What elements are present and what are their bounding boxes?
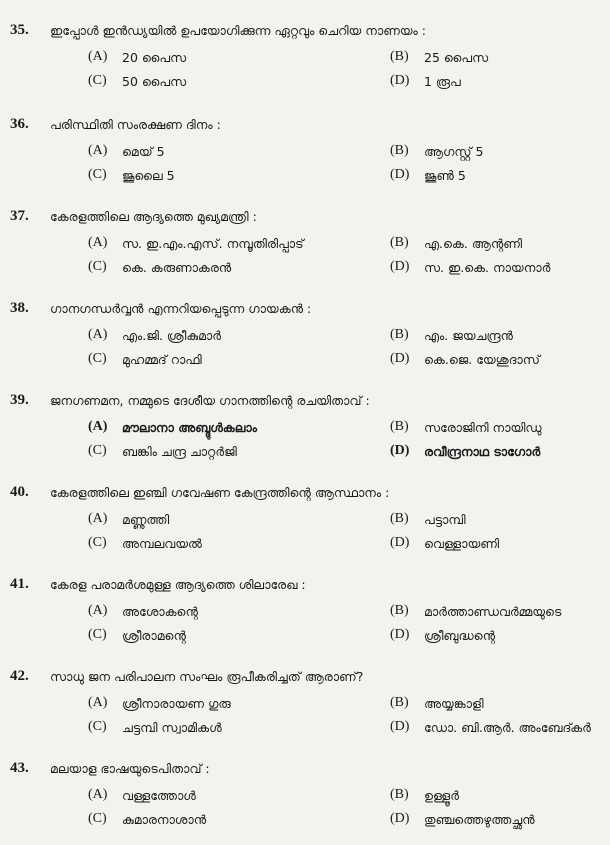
option-label: (D) bbox=[390, 719, 410, 734]
option-label: (A) bbox=[88, 235, 108, 250]
question-text: ഇപ്പോൾ ഇൻഡ്യയിൽ ഉപയോഗിക്കുന്ന ഏറ്റവും ചെറിയ നാണയം : bbox=[50, 23, 426, 38]
option-label: (C) bbox=[88, 719, 107, 734]
question-37 bbox=[0, 198, 610, 290]
option-label: (B) bbox=[390, 603, 409, 618]
option-label: (B) bbox=[390, 327, 409, 342]
option-text: 25 പൈസ bbox=[424, 50, 489, 65]
option-label: (A) bbox=[88, 49, 108, 64]
option-label: (D) bbox=[390, 351, 410, 366]
option-label: (A) bbox=[88, 419, 108, 434]
option-text: മാർത്താണ്ഡവർമ്മയുടെ bbox=[424, 604, 562, 619]
option-label: (A) bbox=[88, 511, 108, 526]
question-number: 36. bbox=[10, 116, 29, 132]
option-text: കെ.ജെ. യേശുദാസ് bbox=[424, 352, 540, 367]
option-text: 50 പൈസ bbox=[122, 74, 187, 89]
option-text: ശ്രീരാമന്റെ bbox=[122, 628, 186, 643]
option-text: ശ്രീനാരായണ ഗുരു bbox=[122, 696, 231, 711]
option-text: മണ്ണുത്തി bbox=[122, 512, 170, 527]
option-text: ഉള്ളൂർ bbox=[424, 788, 459, 803]
option-label: (C) bbox=[88, 259, 107, 274]
question-text: കേരളത്തിലെ ആദ്യത്തെ മുഖ്യമന്ത്രി : bbox=[50, 209, 257, 224]
option-text: തുഞ്ചത്തെഴുത്തച്ഛൻ bbox=[424, 812, 535, 827]
option-label: (B) bbox=[390, 143, 409, 158]
option-label: (C) bbox=[88, 167, 107, 182]
option-text: ജൂലൈ 5 bbox=[122, 168, 175, 183]
option-label: (B) bbox=[390, 511, 409, 526]
question-number: 39. bbox=[10, 392, 29, 408]
question-36 bbox=[0, 106, 610, 198]
option-text: 20 പൈസ bbox=[122, 50, 187, 65]
option-text: വെള്ളായണി bbox=[424, 536, 500, 551]
option-label: (C) bbox=[88, 73, 107, 88]
option-label: (A) bbox=[88, 787, 108, 802]
option-label: (A) bbox=[88, 327, 108, 342]
question-41 bbox=[0, 566, 610, 658]
option-label: (D) bbox=[390, 627, 410, 642]
option-label: (D) bbox=[390, 535, 410, 550]
question-text: കേരളത്തിലെ ഇഞ്ചി ഗവേഷണ കേന്ദ്രത്തിന്റെ ആസ്ഥാനം : bbox=[50, 485, 390, 500]
option-label: (C) bbox=[88, 811, 107, 826]
option-label: (D) bbox=[390, 443, 410, 458]
option-label: (B) bbox=[390, 49, 409, 64]
option-label: (D) bbox=[390, 811, 410, 826]
option-text: ചട്ടമ്പി സ്വാമികൾ bbox=[122, 720, 222, 735]
option-text: ജൂൺ 5 bbox=[424, 168, 466, 183]
option-label: (B) bbox=[390, 235, 409, 250]
option-text: അശോകന്റെ bbox=[122, 604, 198, 619]
option-text: സ. ഇ.എം.എസ്. നമ്പൂതിരിപ്പാട് bbox=[122, 236, 304, 251]
option-label: (D) bbox=[390, 167, 410, 182]
question-text: സാധു ജന പരിപാലന സംഘം രൂപീകരിച്ചത് ആരാണ്? bbox=[50, 669, 364, 684]
option-text: മൗലാനാ അബ്ദുൾകലാം bbox=[122, 420, 257, 435]
option-label: (C) bbox=[88, 443, 107, 458]
option-text: 1 രൂപ bbox=[424, 74, 461, 89]
question-number: 41. bbox=[10, 576, 29, 592]
option-text: എം.ജി. ശ്രീകുമാർ bbox=[122, 328, 222, 343]
option-text: എ.കെ. ആന്റണി bbox=[424, 236, 523, 251]
question-text: മലയാള ഭാഷയുടെപിതാവ് : bbox=[50, 761, 210, 776]
option-text: സ. ഇ.കെ. നായനാർ bbox=[424, 260, 551, 275]
option-text: അയ്യങ്കാളി bbox=[424, 696, 484, 711]
question-text: പരിസ്ഥിതി സംരക്ഷണ ദിനം : bbox=[50, 117, 221, 132]
option-text: മെയ് 5 bbox=[122, 144, 165, 159]
question-39 bbox=[0, 382, 610, 474]
option-label: (D) bbox=[390, 73, 410, 88]
question-38 bbox=[0, 290, 610, 382]
question-text: ഗാനഗന്ധർവ്വൻ എന്നറിയപ്പെടുന്ന ഗായകൻ : bbox=[50, 301, 312, 316]
option-text: ആഗസ്റ്റ് 5 bbox=[424, 144, 484, 159]
question-number: 43. bbox=[10, 760, 29, 776]
question-number: 42. bbox=[10, 668, 29, 684]
option-text: ഡോ. ബി.ആർ. അംബേദ്കർ bbox=[424, 720, 591, 735]
option-text: രവീന്ദ്രനാഥ ടാഗോർ bbox=[424, 444, 541, 459]
question-35 bbox=[0, 12, 610, 104]
option-label: (B) bbox=[390, 419, 409, 434]
question-42 bbox=[0, 658, 610, 750]
option-text: അമ്പലവയൽ bbox=[122, 536, 202, 551]
option-label: (D) bbox=[390, 259, 410, 274]
option-label: (A) bbox=[88, 143, 108, 158]
option-text: ബങ്കിം ചന്ദ്ര ചാറ്റർജി bbox=[122, 444, 237, 459]
question-number: 40. bbox=[10, 484, 29, 500]
question-text: കേരള പരാമർശമുള്ള ആദ്യത്തെ ശിലാരേഖ : bbox=[50, 577, 306, 592]
option-label: (A) bbox=[88, 695, 108, 710]
option-label: (B) bbox=[390, 787, 409, 802]
option-text: വള്ളത്തോൾ bbox=[122, 788, 196, 803]
question-40 bbox=[0, 474, 610, 566]
option-text: മുഹമ്മദ് റാഫി bbox=[122, 352, 202, 367]
question-number: 38. bbox=[10, 300, 29, 316]
option-label: (A) bbox=[88, 603, 108, 618]
option-label: (C) bbox=[88, 351, 107, 366]
option-text: കെ. കരുണാകരൻ bbox=[122, 260, 232, 275]
question-number: 35. bbox=[10, 22, 29, 38]
question-number: 37. bbox=[10, 208, 29, 224]
option-text: എം. ജയചന്ദ്രൻ bbox=[424, 328, 513, 343]
question-43 bbox=[0, 750, 610, 842]
option-text: കുമാരനാശാൻ bbox=[122, 812, 207, 827]
option-text: പട്ടാമ്പി bbox=[424, 512, 466, 527]
option-text: സരോജിനി നായിഡു bbox=[424, 420, 542, 435]
question-text: ജനഗണമന, നമ്മുടെ ദേശീയ ഗാനത്തിന്റെ രചയിതാവ് : bbox=[50, 393, 370, 408]
option-label: (B) bbox=[390, 695, 409, 710]
option-text: ശ്രീബുദ്ധന്റെ bbox=[424, 628, 496, 643]
option-label: (C) bbox=[88, 535, 107, 550]
option-label: (C) bbox=[88, 627, 107, 642]
